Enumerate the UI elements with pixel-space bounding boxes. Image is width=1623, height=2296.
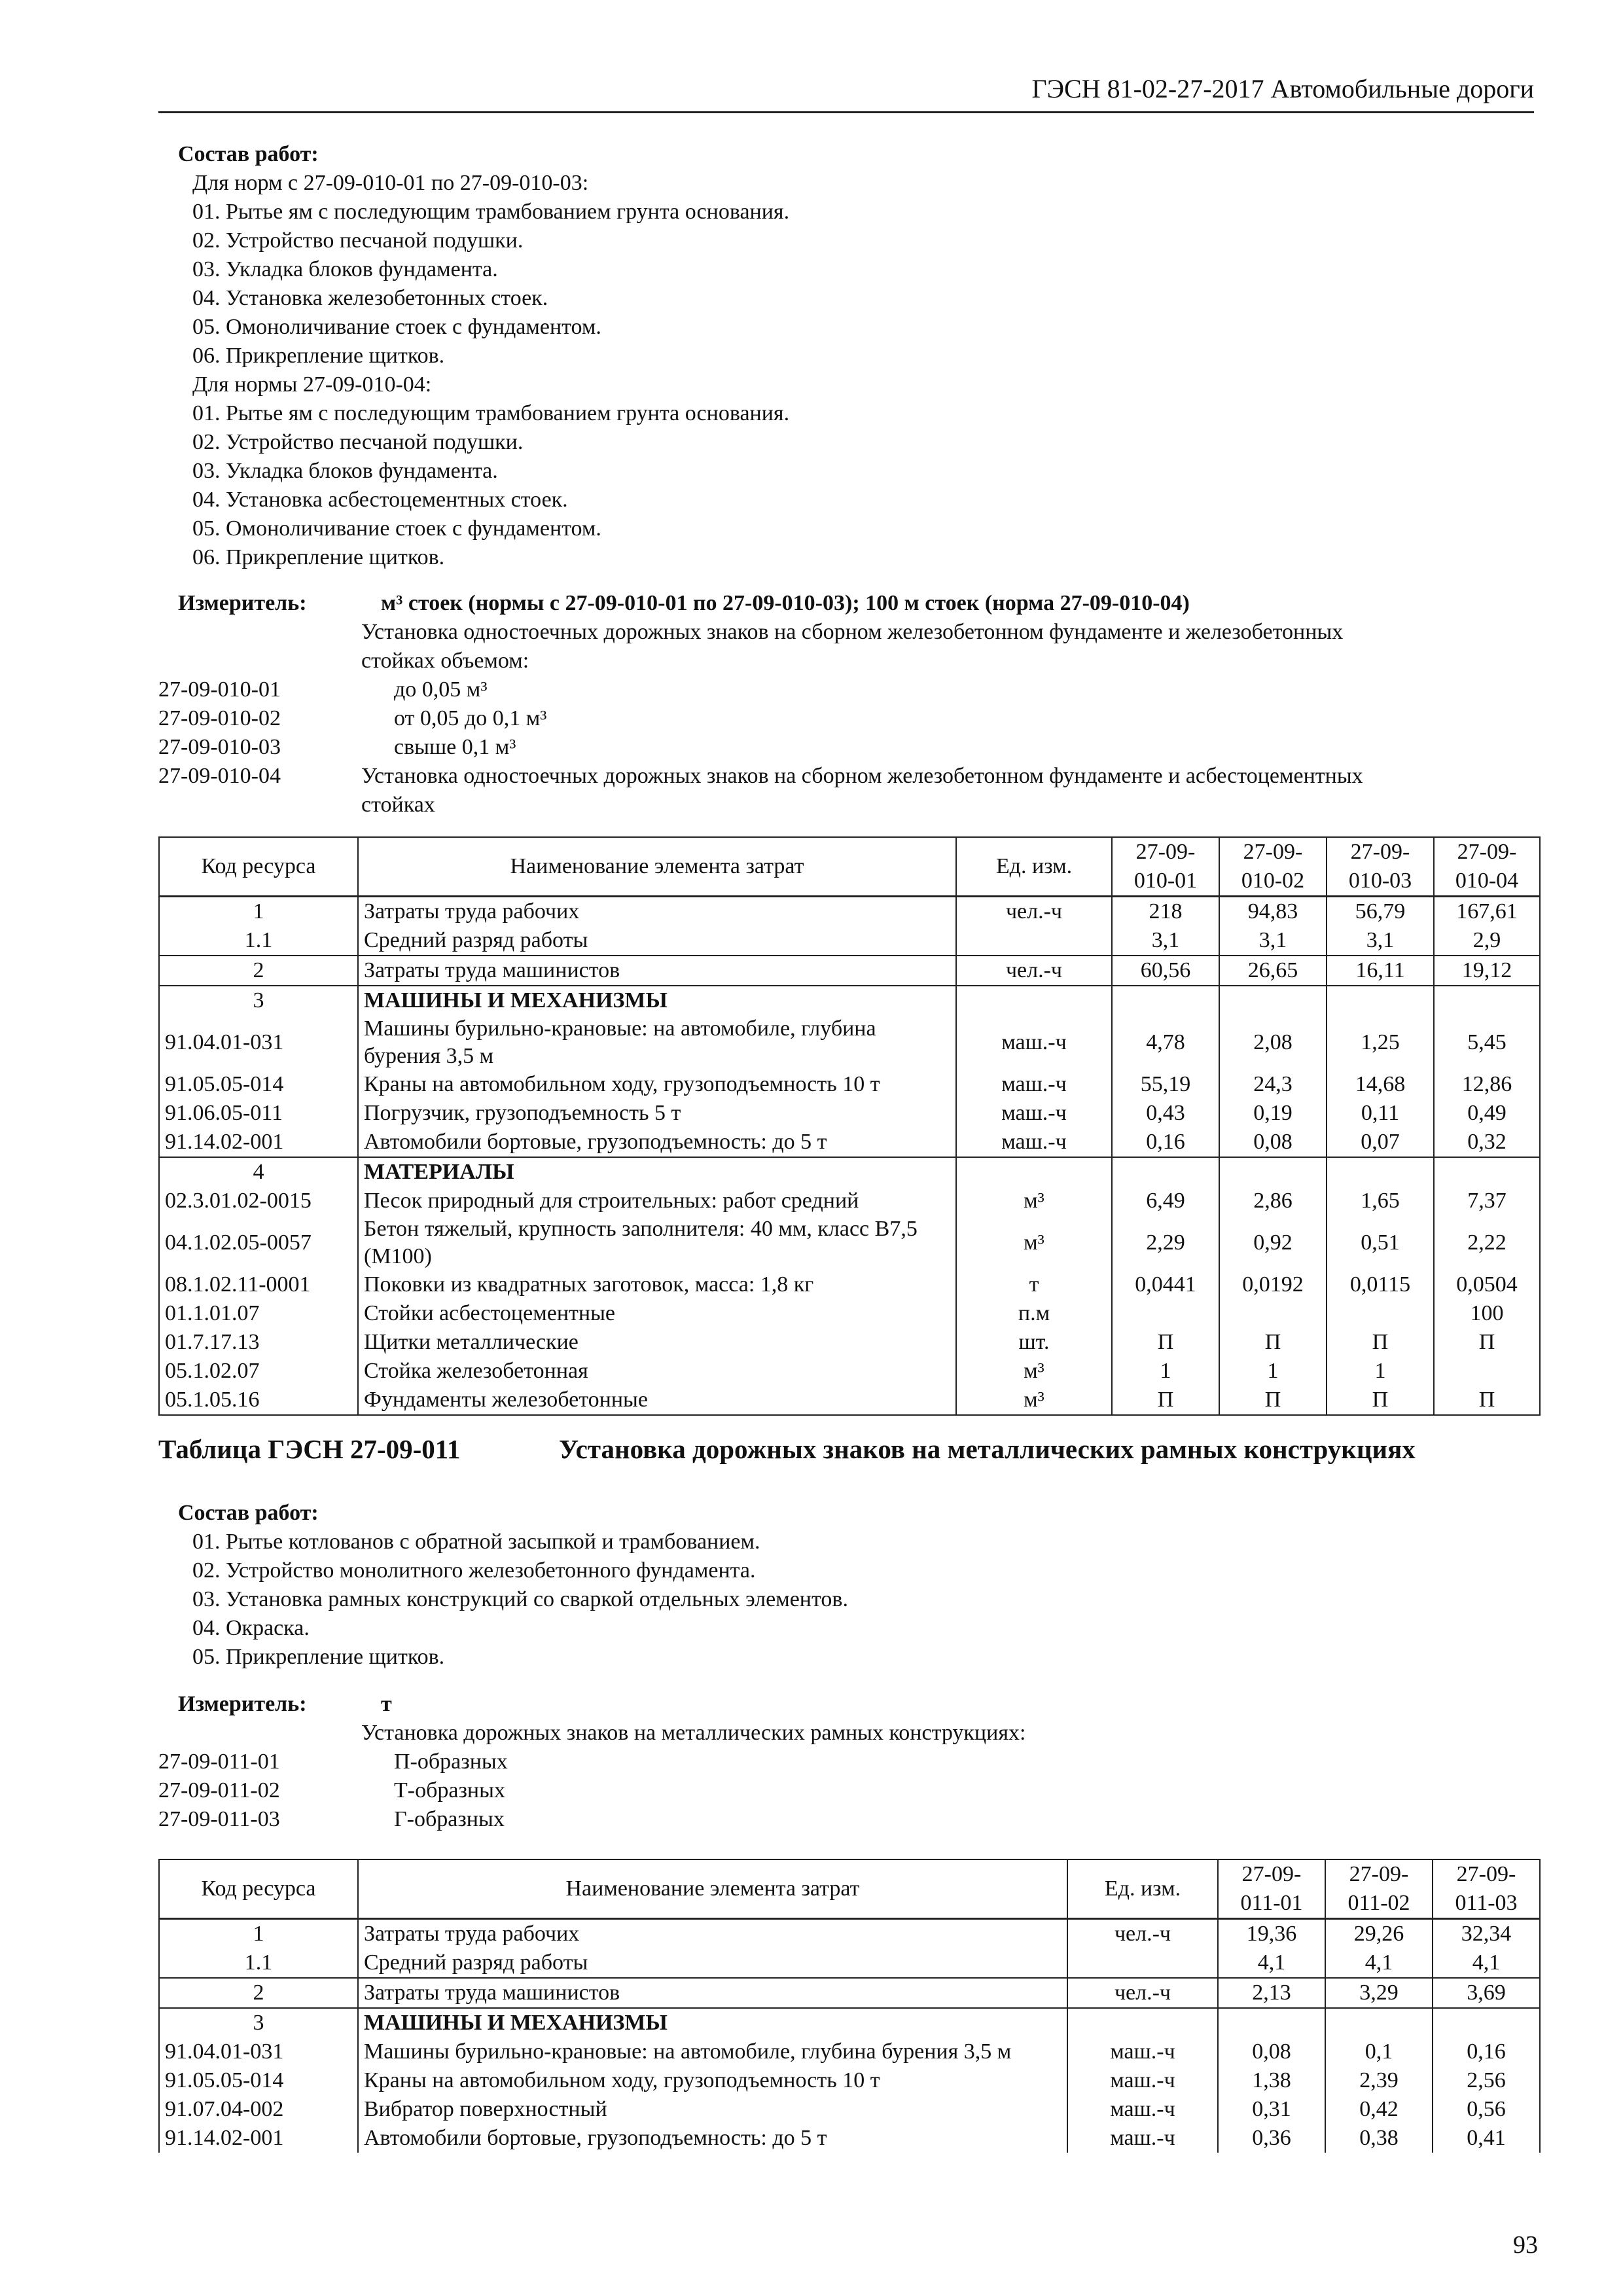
header-unit: Ед. изм. xyxy=(1067,1859,1218,1919)
unit-cell: маш.-ч xyxy=(1067,2124,1218,2153)
name-cell: Фундаменты железобетонные xyxy=(358,1386,956,1415)
norm-code: 27-09-011-03 xyxy=(158,1807,280,1831)
unit-cell xyxy=(1067,1948,1218,1978)
unit-cell: маш.-ч xyxy=(1067,2095,1218,2124)
code-cell: 2 xyxy=(159,956,358,986)
unit-cell xyxy=(956,1157,1112,1187)
table-row xyxy=(159,1299,1540,1328)
unit-cell: чел.-ч xyxy=(1067,1919,1218,1949)
code-cell: 05.1.02.07 xyxy=(159,1357,358,1386)
code-cell: 1.1 xyxy=(159,1948,358,1978)
norm-text: от 0,05 до 0,1 м³ xyxy=(394,706,547,730)
value-cell: 0,49 xyxy=(1434,1099,1540,1128)
name-cell: Краны на автомобильном ходу, грузоподъемность 10 т xyxy=(358,2066,1067,2095)
table-row xyxy=(159,2095,1540,2124)
value-cell: 0,16 xyxy=(1433,2037,1540,2066)
value-cell xyxy=(1219,1157,1327,1187)
name-cell: Стойка железобетонная xyxy=(358,1357,956,1386)
table-row xyxy=(159,1948,1540,1978)
norm-code: 27-09-010-04 xyxy=(158,764,281,788)
table-row xyxy=(159,1978,1540,2008)
value-cell: 55,19 xyxy=(1112,1070,1219,1099)
code-cell: 91.04.01-031 xyxy=(159,2037,358,2066)
resource-table-2 xyxy=(158,1859,1541,2153)
header-norm-col: 27-09-010-04 xyxy=(1434,837,1540,897)
unit-cell: маш.-ч xyxy=(956,1128,1112,1157)
value-cell: 2,22 xyxy=(1434,1215,1540,1270)
table-row xyxy=(159,2008,1540,2037)
name-cell: Затраты труда рабочих xyxy=(358,1919,1067,1949)
composition-line: 02. Устройство песчаной подушки. xyxy=(192,430,524,454)
value-cell: 0,11 xyxy=(1327,1099,1434,1128)
value-cell: 6,49 xyxy=(1112,1187,1219,1215)
value-cell: 4,1 xyxy=(1218,1948,1325,1978)
value-cell xyxy=(1434,986,1540,1015)
page-number: 93 xyxy=(1513,2231,1538,2259)
value-cell: 19,36 xyxy=(1218,1919,1325,1949)
composition-line: 03. Установка рамных конструкций со сваркой отдельных элементов. xyxy=(192,1587,848,1611)
value-cell: 7,37 xyxy=(1434,1187,1540,1215)
meter-label: Измеритель: xyxy=(178,591,307,615)
value-cell: 0,08 xyxy=(1218,2037,1325,2066)
code-cell: 91.04.01-031 xyxy=(159,1015,358,1070)
unit-cell: чел.-ч xyxy=(956,897,1112,927)
composition-line: 04. Установка железобетонных стоек. xyxy=(192,286,548,310)
value-cell: 3,1 xyxy=(1219,926,1327,956)
value-cell: П xyxy=(1219,1328,1327,1357)
code-cell: 91.05.05-014 xyxy=(159,2066,358,2095)
composition-line: Для нормы 27-09-010-04: xyxy=(192,372,432,397)
value-cell: 2,39 xyxy=(1325,2066,1433,2095)
value-cell: П xyxy=(1327,1386,1434,1415)
name-cell: Машины бурильно-крановые: на автомобиле, глубина бурения 3,5 м xyxy=(358,2037,1067,2066)
value-cell: 4,1 xyxy=(1325,1948,1433,1978)
value-cell: 5,45 xyxy=(1434,1015,1540,1070)
value-cell: 32,34 xyxy=(1433,1919,1540,1949)
value-cell: 56,79 xyxy=(1327,897,1434,927)
value-cell: 167,61 xyxy=(1434,897,1540,927)
table-row xyxy=(159,1099,1540,1128)
value-cell xyxy=(1327,1299,1434,1328)
value-cell: 0,16 xyxy=(1112,1128,1219,1157)
unit-cell: м³ xyxy=(956,1215,1112,1270)
table-row xyxy=(159,1215,1540,1270)
value-cell: П xyxy=(1327,1328,1434,1357)
value-cell: 1,25 xyxy=(1327,1015,1434,1070)
header-norm-col: 27-09-011-01 xyxy=(1218,1859,1325,1919)
value-cell: 2,56 xyxy=(1433,2066,1540,2095)
value-cell: 24,3 xyxy=(1219,1070,1327,1099)
composition-line: 05. Омоноличивание стоек с фундаментом. xyxy=(192,516,601,541)
code-cell: 3 xyxy=(159,986,358,1015)
meter-desc: Установка дорожных знаков на металлических рамных конструкциях: xyxy=(361,1721,1026,1745)
unit-cell: м³ xyxy=(956,1386,1112,1415)
meter-desc: Установка одностоечных дорожных знаков на сборном железобетонном фундаменте и железобетонных xyxy=(361,620,1344,644)
value-cell: П xyxy=(1434,1328,1540,1357)
value-cell: 0,31 xyxy=(1218,2095,1325,2124)
value-cell: 26,65 xyxy=(1219,956,1327,986)
unit-cell: м³ xyxy=(956,1357,1112,1386)
value-cell: 1 xyxy=(1219,1357,1327,1386)
unit-cell: маш.-ч xyxy=(956,1070,1112,1099)
header-norm-col: 27-09-011-03 xyxy=(1433,1859,1540,1919)
norm-text: Установка одностоечных дорожных знаков на сборном железобетонном фундаменте и асбестоцементных xyxy=(361,764,1363,788)
table-row xyxy=(159,986,1540,1015)
composition-line: 01. Рытье ям с последующим трамбованием грунта основания. xyxy=(192,200,790,224)
value-cell: 0,08 xyxy=(1219,1128,1327,1157)
value-cell: П xyxy=(1434,1386,1540,1415)
norm-code: 27-09-010-01 xyxy=(158,677,281,702)
composition-line: 05. Прикрепление щитков. xyxy=(192,1645,445,1669)
norm-text: до 0,05 м³ xyxy=(394,677,488,702)
unit-cell xyxy=(956,926,1112,956)
norm-text: стойках xyxy=(361,793,435,817)
value-cell xyxy=(1327,986,1434,1015)
value-cell: 14,68 xyxy=(1327,1070,1434,1099)
unit-cell: маш.-ч xyxy=(956,1015,1112,1070)
composition-line: 04. Окраска. xyxy=(192,1616,310,1640)
name-cell: Средний разряд работы xyxy=(358,926,956,956)
value-cell: 0,0115 xyxy=(1327,1270,1434,1299)
unit-cell: шт. xyxy=(956,1328,1112,1357)
table-row xyxy=(159,1157,1540,1187)
table-row xyxy=(159,956,1540,986)
value-cell: 1,38 xyxy=(1218,2066,1325,2095)
name-cell: Поковки из квадратных заготовок, масса: 1,8 кг xyxy=(358,1270,956,1299)
value-cell xyxy=(1327,1157,1434,1187)
value-cell: 3,1 xyxy=(1112,926,1219,956)
value-cell: 2,08 xyxy=(1219,1015,1327,1070)
value-cell: 4,78 xyxy=(1112,1015,1219,1070)
value-cell: 1 xyxy=(1112,1357,1219,1386)
unit-cell xyxy=(1067,2008,1218,2037)
value-cell: 3,29 xyxy=(1325,1978,1433,2008)
name-cell: МАШИНЫ И МЕХАНИЗМЫ xyxy=(358,986,956,1015)
value-cell: 3,1 xyxy=(1327,926,1434,956)
value-cell: 0,42 xyxy=(1325,2095,1433,2124)
value-cell: 100 xyxy=(1434,1299,1540,1328)
code-cell: 05.1.05.16 xyxy=(159,1386,358,1415)
code-cell: 1 xyxy=(159,1919,358,1949)
header-name: Наименование элемента затрат xyxy=(358,1859,1067,1919)
value-cell: 60,56 xyxy=(1112,956,1219,986)
value-cell: 218 xyxy=(1112,897,1219,927)
value-cell: 19,12 xyxy=(1434,956,1540,986)
value-cell: 0,92 xyxy=(1219,1215,1327,1270)
table-header-row xyxy=(159,837,1540,897)
value-cell xyxy=(1434,1357,1540,1386)
value-cell: 0,0504 xyxy=(1434,1270,1540,1299)
name-cell: Погрузчик, грузоподъемность 5 т xyxy=(358,1099,956,1128)
value-cell: 0,0441 xyxy=(1112,1270,1219,1299)
value-cell xyxy=(1112,1157,1219,1187)
code-cell: 01.7.17.13 xyxy=(159,1328,358,1357)
value-cell: 29,26 xyxy=(1325,1919,1433,1949)
value-cell xyxy=(1112,1299,1219,1328)
unit-cell: маш.-ч xyxy=(956,1099,1112,1128)
value-cell: 1 xyxy=(1327,1357,1434,1386)
header-norm-col: 27-09-010-01 xyxy=(1112,837,1219,897)
name-cell: МАТЕРИАЛЫ xyxy=(358,1157,956,1187)
name-cell: Средний разряд работы xyxy=(358,1948,1067,1978)
code-cell: 2 xyxy=(159,1978,358,2008)
meter-label: Измеритель: xyxy=(178,1692,307,1716)
composition-line: 01. Рытье ям с последующим трамбованием грунта основания. xyxy=(192,401,790,425)
code-cell: 1 xyxy=(159,897,358,927)
value-cell: П xyxy=(1219,1386,1327,1415)
value-cell: 0,19 xyxy=(1219,1099,1327,1128)
unit-cell: п.м xyxy=(956,1299,1112,1328)
table-row xyxy=(159,2124,1540,2153)
code-cell: 91.06.05-011 xyxy=(159,1099,358,1128)
name-cell: Затраты труда машинистов xyxy=(358,1978,1067,2008)
table-row xyxy=(159,2037,1540,2066)
composition-line: 02. Устройство песчаной подушки. xyxy=(192,228,524,253)
header-name: Наименование элемента затрат xyxy=(358,837,956,897)
value-cell: 0,1 xyxy=(1325,2037,1433,2066)
value-cell: 0,32 xyxy=(1434,1128,1540,1157)
name-cell: Щитки металлические xyxy=(358,1328,956,1357)
table-title-code: Таблица ГЭСН 27-09-011 xyxy=(158,1434,461,1464)
table-row xyxy=(159,1919,1540,1949)
header-norm-col: 27-09-011-02 xyxy=(1325,1859,1433,1919)
composition-title: Состав работ: xyxy=(178,142,319,166)
name-cell: Затраты труда машинистов xyxy=(358,956,956,986)
name-cell: МАШИНЫ И МЕХАНИЗМЫ xyxy=(358,2008,1067,2037)
unit-cell: маш.-ч xyxy=(1067,2066,1218,2095)
header-norm-col: 27-09-010-02 xyxy=(1219,837,1327,897)
table-title-text: Установка дорожных знаков на металлических рамных конструкциях xyxy=(559,1434,1416,1464)
composition-line: 02. Устройство монолитного железобетонного фундамента. xyxy=(192,1558,756,1583)
norm-text: П-образных xyxy=(394,1749,508,1774)
meter-block-1 xyxy=(158,589,1539,819)
norm-text: свыше 0,1 м³ xyxy=(394,735,516,759)
code-cell: 01.1.01.07 xyxy=(159,1299,358,1328)
value-cell: 2,9 xyxy=(1434,926,1540,956)
unit-cell: т xyxy=(956,1270,1112,1299)
value-cell: 94,83 xyxy=(1219,897,1327,927)
table-row xyxy=(159,1187,1540,1215)
resource-table-1 xyxy=(158,836,1541,1416)
name-cell: Машины бурильно-крановые: на автомобиле, глубина бурения 3,5 м xyxy=(358,1015,956,1070)
composition-line: 06. Прикрепление щитков. xyxy=(192,545,445,569)
table-row xyxy=(159,1270,1540,1299)
code-cell: 91.07.04-002 xyxy=(159,2095,358,2124)
composition-1 xyxy=(178,140,1526,572)
norm-code: 27-09-010-02 xyxy=(158,706,281,730)
value-cell xyxy=(1433,2008,1540,2037)
value-cell: П xyxy=(1112,1386,1219,1415)
composition-line: 01. Рытье котлованов с обратной засыпкой и трамбованием. xyxy=(192,1530,760,1554)
code-cell: 4 xyxy=(159,1157,358,1187)
meter-block-2 xyxy=(158,1690,1539,1834)
code-cell: 91.14.02-001 xyxy=(159,1128,358,1157)
unit-cell: чел.-ч xyxy=(956,956,1112,986)
value-cell xyxy=(1219,986,1327,1015)
composition-line: 03. Укладка блоков фундамента. xyxy=(192,459,498,483)
value-cell: 16,11 xyxy=(1327,956,1434,986)
code-cell: 1.1 xyxy=(159,926,358,956)
value-cell: 2,29 xyxy=(1112,1215,1219,1270)
table-row xyxy=(159,1328,1540,1357)
value-cell: 0,56 xyxy=(1433,2095,1540,2124)
table-row xyxy=(159,1015,1540,1070)
meter-value: т xyxy=(381,1692,392,1716)
norm-code: 27-09-010-03 xyxy=(158,735,281,759)
name-cell: Песок природный для строительных: работ средний xyxy=(358,1187,956,1215)
composition-line: Для норм с 27-09-010-01 по 27-09-010-03: xyxy=(192,171,589,195)
value-cell: 1,65 xyxy=(1327,1187,1434,1215)
unit-cell: м³ xyxy=(956,1187,1112,1215)
composition-2 xyxy=(178,1499,1526,1672)
meter-value: м³ стоек (нормы с 27-09-010-01 по 27-09-010-03); 100 м стоек (норма 27-09-010-04) xyxy=(381,591,1190,615)
name-cell: Стойки асбестоцементные xyxy=(358,1299,956,1328)
header-code: Код ресурса xyxy=(159,1859,358,1919)
value-cell: 0,07 xyxy=(1327,1128,1434,1157)
meter-desc: стойках объемом: xyxy=(361,649,529,673)
value-cell xyxy=(1112,986,1219,1015)
value-cell xyxy=(1219,1299,1327,1328)
table-row xyxy=(159,1386,1540,1415)
composition-title: Состав работ: xyxy=(178,1501,319,1525)
table-row xyxy=(159,1070,1540,1099)
value-cell: 2,13 xyxy=(1218,1978,1325,2008)
header-code: Код ресурса xyxy=(159,837,358,897)
name-cell: Автомобили бортовые, грузоподъемность: до 5 т xyxy=(358,2124,1067,2153)
value-cell: 0,38 xyxy=(1325,2124,1433,2153)
table-header-row xyxy=(159,1859,1540,1919)
value-cell: 0,0192 xyxy=(1219,1270,1327,1299)
composition-line: 05. Омоноличивание стоек с фундаментом. xyxy=(192,315,601,339)
value-cell: 12,86 xyxy=(1434,1070,1540,1099)
code-cell: 04.1.02.05-0057 xyxy=(159,1215,358,1270)
code-cell: 91.05.05-014 xyxy=(159,1070,358,1099)
norm-code: 27-09-011-02 xyxy=(158,1778,280,1803)
header-title: ГЭСН 81-02-27-2017 Автомобильные дороги xyxy=(1031,74,1534,103)
header-unit: Ед. изм. xyxy=(956,837,1112,897)
code-cell: 3 xyxy=(159,2008,358,2037)
name-cell: Автомобили бортовые, грузоподъемность: до 5 т xyxy=(358,1128,956,1157)
composition-line: 06. Прикрепление щитков. xyxy=(192,344,445,368)
norm-code: 27-09-011-01 xyxy=(158,1749,280,1774)
value-cell: 0,36 xyxy=(1218,2124,1325,2153)
table-row xyxy=(159,897,1540,927)
table-row xyxy=(159,1128,1540,1157)
unit-cell: чел.-ч xyxy=(1067,1978,1218,2008)
value-cell: 2,86 xyxy=(1219,1187,1327,1215)
value-cell: 0,51 xyxy=(1327,1215,1434,1270)
table-row xyxy=(159,1357,1540,1386)
norm-text: Г-образных xyxy=(394,1807,505,1831)
unit-cell xyxy=(956,986,1112,1015)
value-cell xyxy=(1325,2008,1433,2037)
value-cell: 0,43 xyxy=(1112,1099,1219,1128)
name-cell: Бетон тяжелый, крупность заполнителя: 40 мм, класс В7,5 (М100) xyxy=(358,1215,956,1270)
name-cell: Затраты труда рабочих xyxy=(358,897,956,927)
page-header xyxy=(158,73,1534,113)
composition-line: 04. Установка асбестоцементных стоек. xyxy=(192,488,568,512)
code-cell: 91.14.02-001 xyxy=(159,2124,358,2153)
value-cell: 4,1 xyxy=(1433,1948,1540,1978)
value-cell: П xyxy=(1112,1328,1219,1357)
header-norm-col: 27-09-010-03 xyxy=(1327,837,1434,897)
value-cell xyxy=(1434,1157,1540,1187)
code-cell: 08.1.02.11-0001 xyxy=(159,1270,358,1299)
value-cell xyxy=(1218,2008,1325,2037)
table-row xyxy=(159,2066,1540,2095)
table-row xyxy=(159,926,1540,956)
norm-text: Т-образных xyxy=(394,1778,505,1803)
composition-line: 03. Укладка блоков фундамента. xyxy=(192,257,498,281)
name-cell: Вибратор поверхностный xyxy=(358,2095,1067,2124)
value-cell: 0,41 xyxy=(1433,2124,1540,2153)
value-cell: 3,69 xyxy=(1433,1978,1540,2008)
unit-cell: маш.-ч xyxy=(1067,2037,1218,2066)
code-cell: 02.3.01.02-0015 xyxy=(159,1187,358,1215)
name-cell: Краны на автомобильном ходу, грузоподъемность 10 т xyxy=(358,1070,956,1099)
